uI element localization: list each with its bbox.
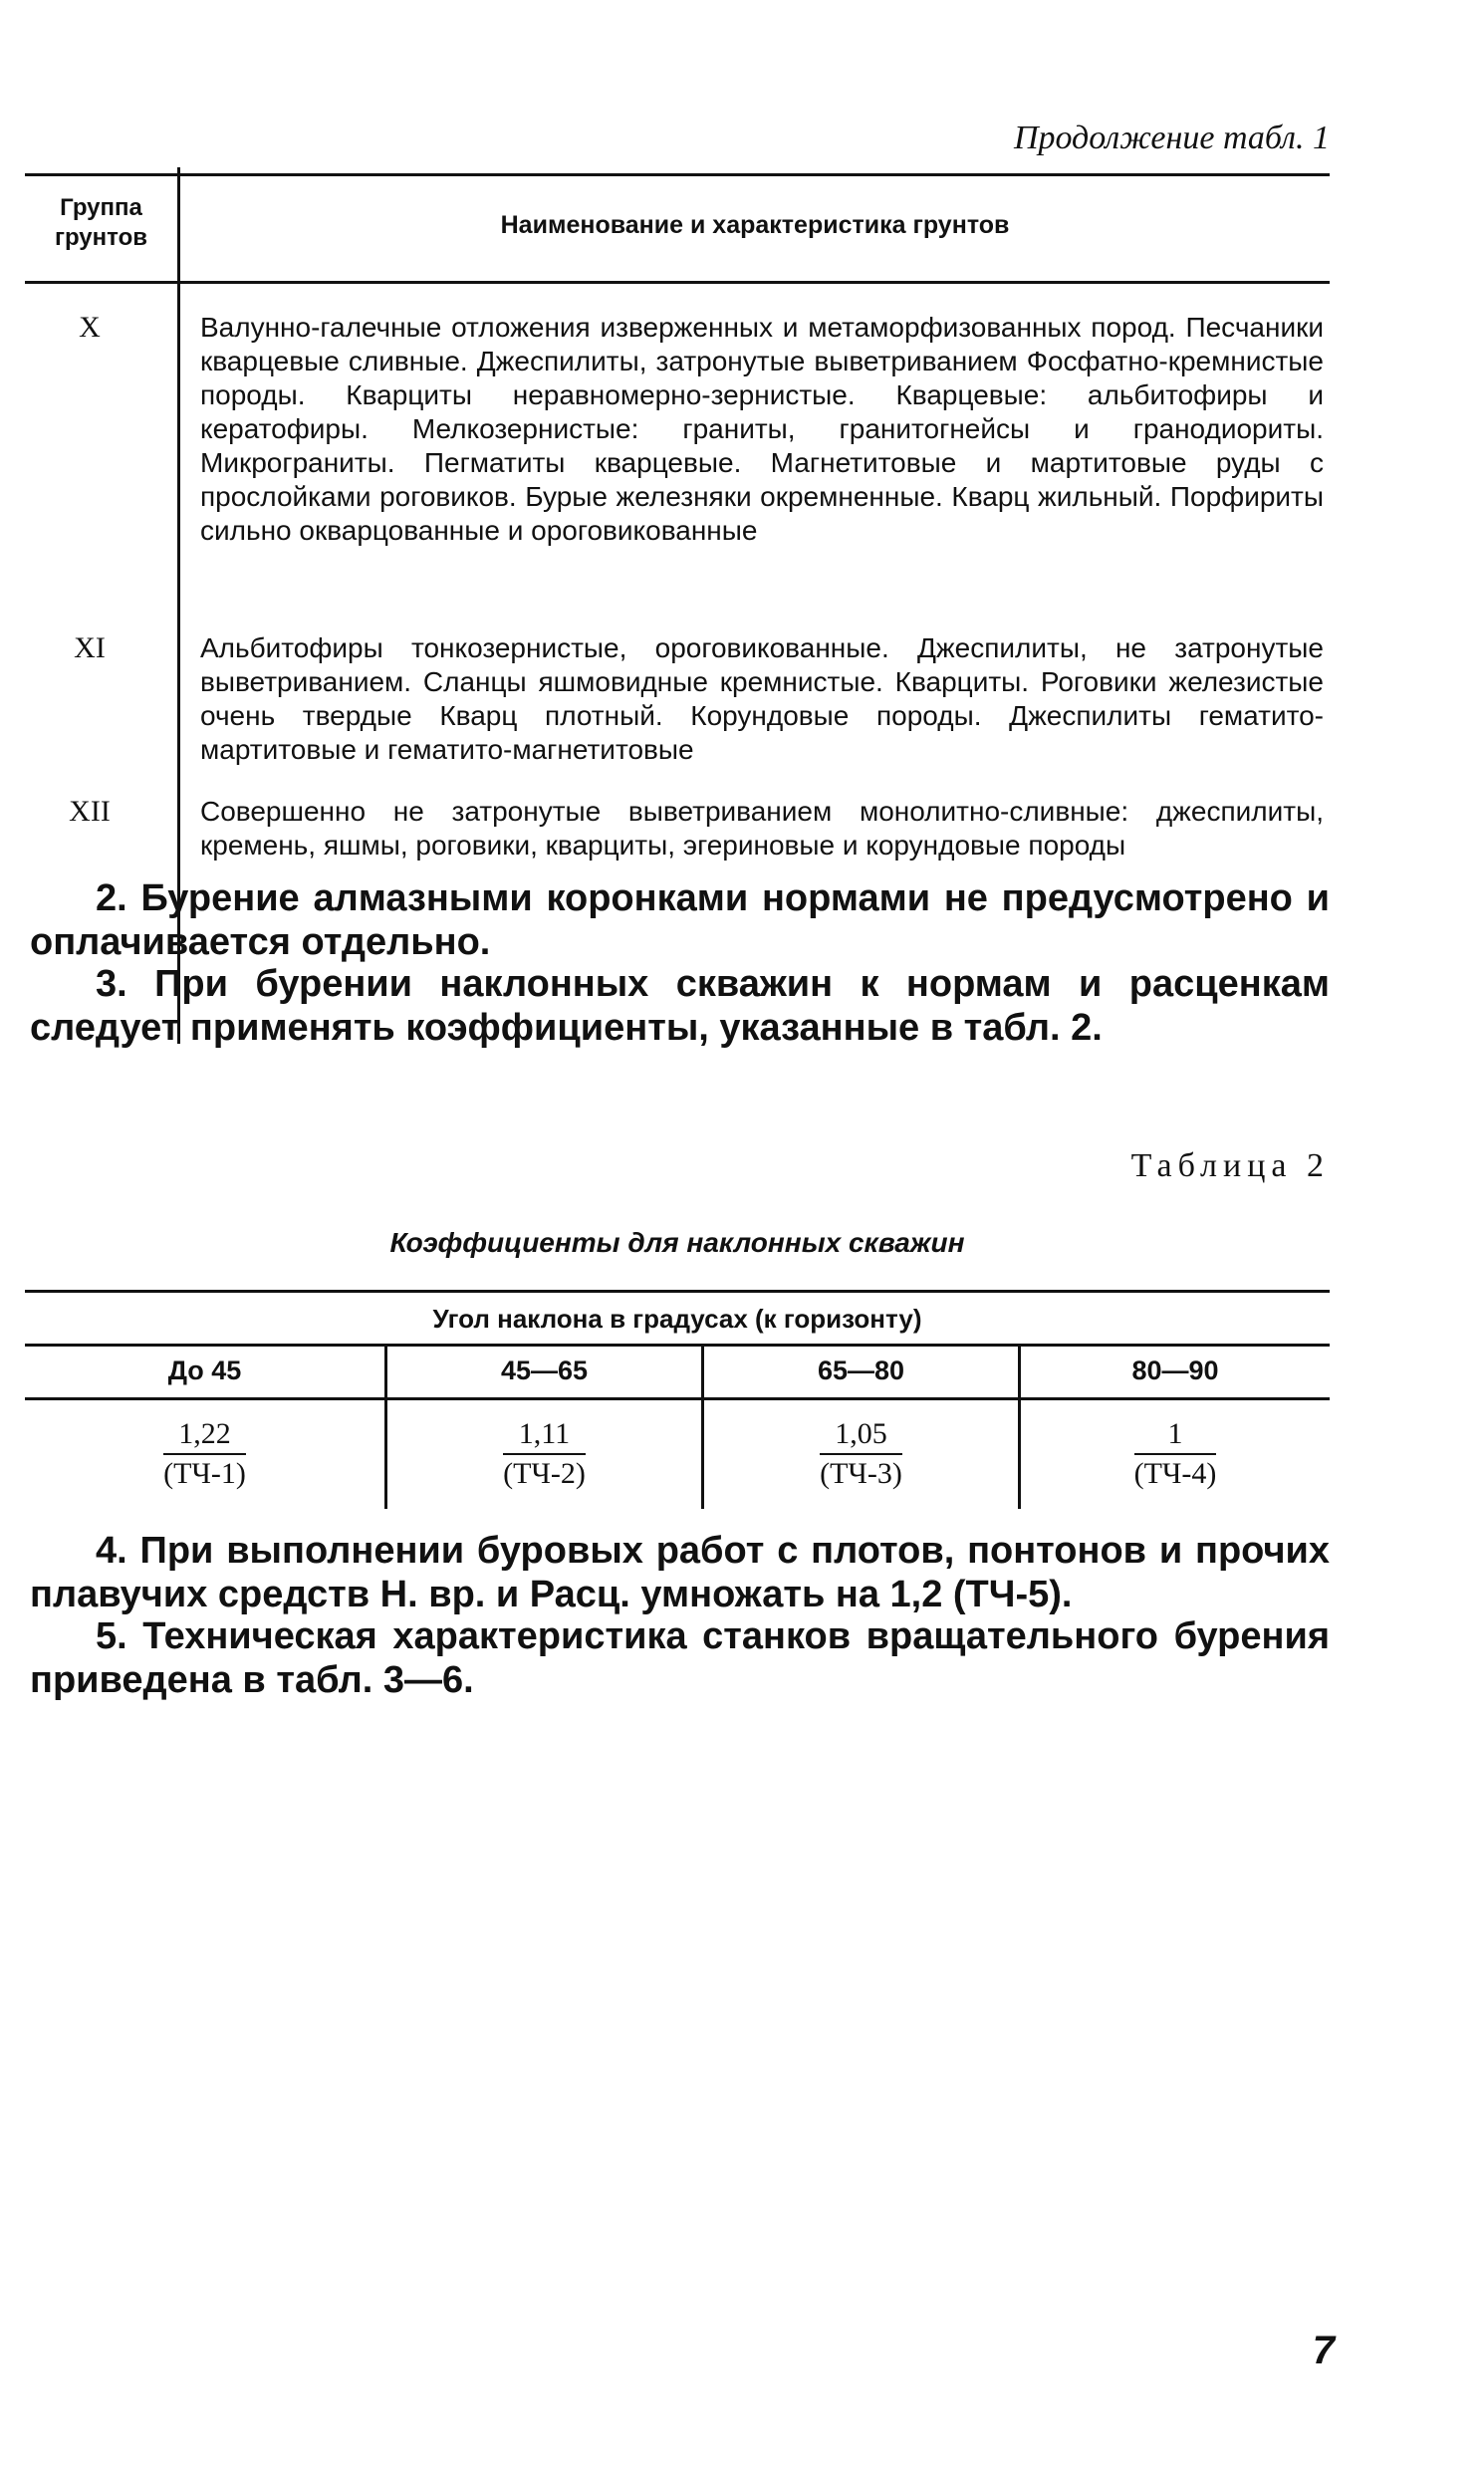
group-description: Альбитофиры тонкозернистые, ороговикованные. Джеспилиты, не затронутые выветриванием. Сланцы яшмовидные кремнистые. Кварциты. Роговики железистые очень твердые Кварц плотный. Корундовые породы. Джеспилиты гематито-мартитовые и гематито-магнетитовые <box>200 632 1324 765</box>
column-header: 45—65 <box>500 1356 589 1385</box>
column-header: До 45 <box>167 1356 242 1385</box>
column-header: 80—90 <box>1131 1356 1219 1385</box>
super-header: Угол наклона в градусах (к горизонту) <box>432 1304 922 1334</box>
coefficient-cell <box>1021 1417 1330 1491</box>
coefficient-value: 1,22 <box>163 1417 246 1455</box>
coefficient-fraction <box>820 1417 902 1491</box>
coefficient-code: (ТЧ-1) <box>163 1457 246 1490</box>
header-name: Наименование и характеристика грунтов <box>500 211 1010 239</box>
paragraph-3: 3. При бурении наклонных скважин к нормам и расценкам следует применять коэффициенты, указанные в табл. 2. <box>30 963 1330 1049</box>
coefficient-code: (ТЧ-3) <box>820 1457 902 1490</box>
table2-label: Таблица 2 <box>1130 1147 1330 1184</box>
inclination-coefficients-table <box>25 1290 1330 1509</box>
group-description: Совершенно не затронутые выветриванием монолитно-сливные: джеспилиты, кремень, яшмы, роговики, кварциты, эгериновые и корундовые породы <box>200 796 1324 861</box>
coefficient-code: (ТЧ-4) <box>1133 1457 1217 1490</box>
coefficient-value: 1,05 <box>820 1417 902 1455</box>
header-group: Группа грунтов <box>54 194 148 251</box>
table-rule <box>25 173 1330 176</box>
group-code: XI <box>74 631 106 664</box>
coefficient-fraction <box>1134 1417 1217 1491</box>
paragraph-5: 5. Техническая характеристика станков вращательного бурения приведена в табл. 3—6. <box>30 1615 1330 1701</box>
table-rule <box>25 1290 1330 1293</box>
table-rule <box>25 281 1330 284</box>
column-header: 65—80 <box>817 1356 905 1385</box>
coefficient-value: 1,11 <box>503 1417 586 1455</box>
group-description: Валунно-галечные отложения изверженных и метаморфизованных пород. Песчаники кварцевые сливные. Джеспилиты, затронутые выветриванием Фосфатно-кремнистые породы. Кварциты неравномерно-зернистые. Кварцевые: альбитофиры и кератофиры. Мелкозернистые: граниты, гранитогнейсы и гранодиориты. Микрограниты. Пегматиты кварцевые. Магнетитовые и мартитовые руды с прослойками роговиков. Бурые железняки окремненные. Кварц жильный. Порфириты сильно окварцованные и ороговикованные <box>200 312 1324 546</box>
table2-title: Коэффициенты для наклонных скважин <box>389 1227 965 1258</box>
paragraph-4: 4. При выполнении буровых работ с плотов, понтонов и прочих плавучих средств Н. вр. и Расц. умножать на 1,2 (ТЧ-5). <box>30 1530 1330 1615</box>
coefficient-fraction <box>503 1417 586 1491</box>
paragraph-2: 2. Бурение алмазными коронками нормами не предусмотрено и оплачивается отдельно. <box>30 877 1330 963</box>
group-code: X <box>79 311 101 344</box>
coefficient-value: 1 <box>1134 1417 1217 1455</box>
continuation-label: Продолжение табл. 1 <box>1013 120 1330 156</box>
coefficient-cell <box>25 1417 384 1491</box>
table-rule <box>25 1397 1330 1400</box>
table-rule <box>25 1344 1330 1347</box>
coefficient-fraction <box>163 1417 246 1491</box>
coefficient-cell <box>704 1417 1018 1491</box>
coefficient-cell <box>387 1417 701 1491</box>
page-number: 7 <box>1312 2329 1335 2372</box>
group-code: XII <box>69 795 111 828</box>
coefficient-code: (ТЧ-2) <box>503 1457 586 1490</box>
